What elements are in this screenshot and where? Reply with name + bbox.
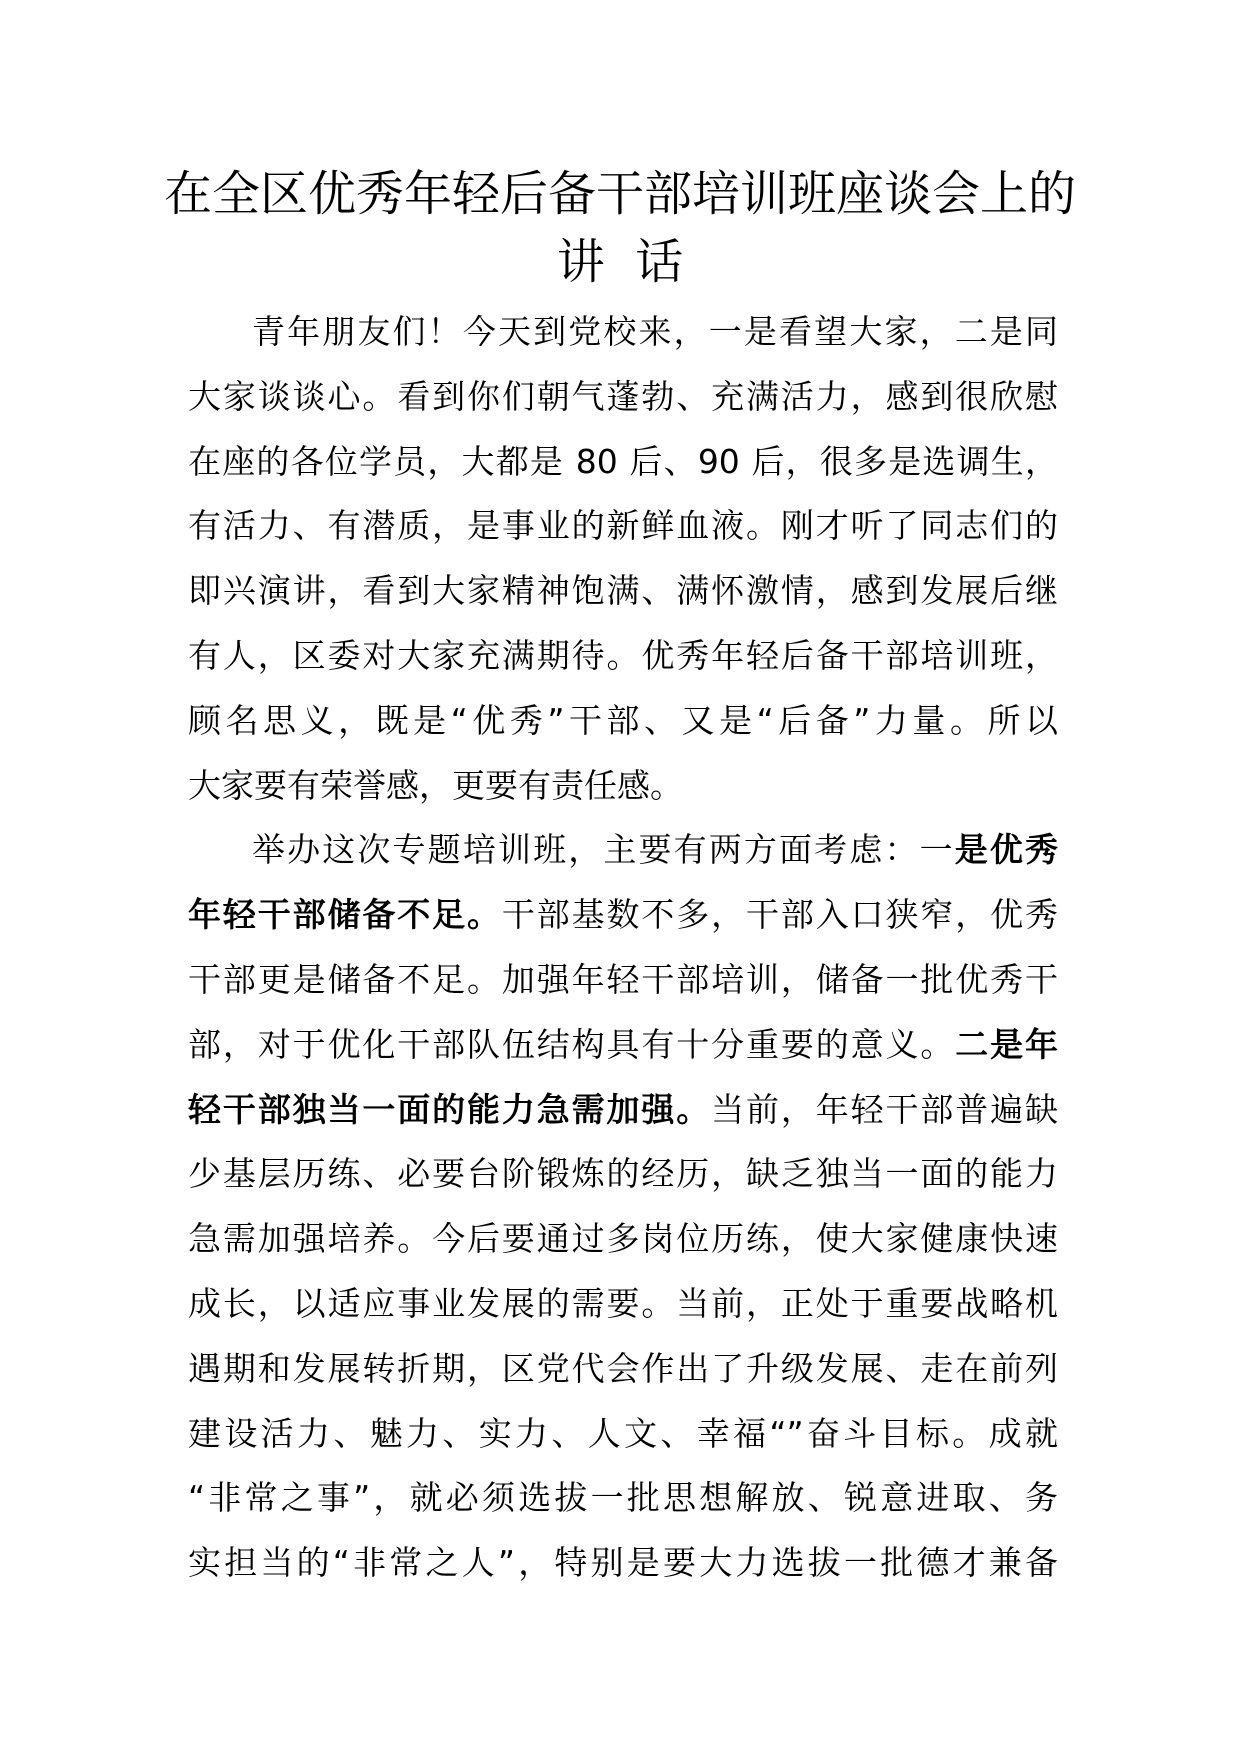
text-segment: 部，对于优化干部队伍结构具有十分重要的意义。 (188, 1024, 956, 1064)
bold-segment: 年轻干部储备不足。 (188, 895, 502, 935)
bold-segment: 是优秀 (954, 830, 1059, 870)
paragraph-2-line-5 (188, 1078, 1058, 1143)
paragraph-2-line-1 (188, 818, 1058, 883)
bold-segment: 轻干部独当一面的能力急需加强。 (188, 1089, 712, 1129)
paragraph-2-line-3: 干部更是储备不足。加强年轻干部培训，储备一批优秀干 (188, 959, 1058, 999)
paragraph-2-line-8: 成长，以适应事业发展的需要。当前，正处于重要战略机 (188, 1283, 1058, 1323)
paragraph-1-line-2: 大家谈谈心。看到你们朝气蓬勃、充满活力，感到很欣慰 (188, 376, 1058, 416)
paragraph-2-line-7: 急需加强培养。今后要通过多岗位历练，使大家健康快速 (188, 1219, 1058, 1259)
paragraph-1-line-5: 即兴演讲，看到大家精神饱满、满怀激情，感到发展后继 (188, 571, 1058, 611)
paragraph-2-line-6: 少基层历练、必要台阶锻炼的经历，缺乏独当一面的能力 (188, 1154, 1058, 1194)
document-title-line-2: 讲 话 (556, 234, 684, 290)
paragraph-1-line-7: 顾名思义，既是“优秀”干部、又是“后备”力量。所以 (188, 700, 1058, 740)
text-segment: 举办这次专题培训班，主要有两方面考虑：一 (252, 830, 955, 870)
paragraph-2-line-10: 建设活力、魅力、实力、人文、幸福“”奋斗目标。成就 (188, 1413, 1058, 1453)
text-segment: 干部基数不多，干部入口狭窄，优秀 (501, 895, 1058, 935)
document-title-line-1: 在全区优秀年轻后备干部培训班座谈会上的 (163, 166, 1076, 222)
paragraph-2-line-11: “非常之事”，就必须选拔一批思想解放、锐意进取、务 (188, 1478, 1058, 1518)
paragraph-1-line-1: 青年朋友们！今天到党校来，一是看望大家，二是同 (252, 312, 1058, 351)
text-segment: 当前，年轻干部普遍缺 (711, 1089, 1058, 1129)
document-body (188, 300, 1058, 1596)
paragraph-2-line-4 (188, 1013, 1058, 1078)
bold-segment: 二是年 (955, 1024, 1058, 1064)
paragraph-2-line-2 (188, 883, 1058, 948)
paragraph-1-line-4: 有活力、有潜质，是事业的新鲜血液。刚才听了同志们的 (188, 506, 1058, 546)
paragraph-1-line-3: 在座的各位学员，大都是 80 后、90 后，很多是选调生， (188, 441, 1058, 481)
paragraph-1-line-8: 大家要有荣誉感，更要有责任感。 (188, 765, 683, 805)
paragraph-2-line-9: 遇期和发展转折期，区党代会作出了升级发展、走在前列 (188, 1348, 1058, 1388)
paragraph-2-line-12: 实担当的“非常之人”，特别是要大力选拔一批德才兼备 (188, 1543, 1058, 1583)
paragraph-1-line-6: 有人，区委对大家充满期待。优秀年轻后备干部培训班， (188, 635, 1058, 675)
